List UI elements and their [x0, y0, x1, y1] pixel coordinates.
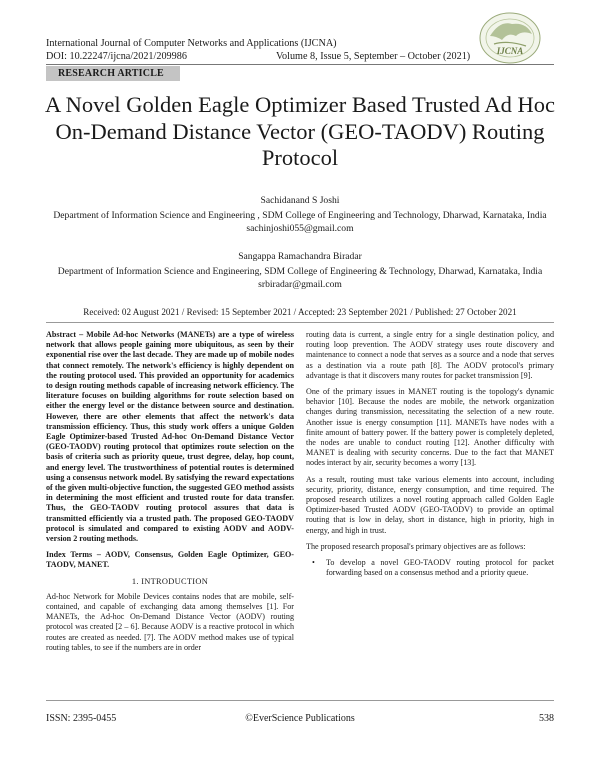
abstract: Abstract – Mobile Ad-hoc Networks (MANETs) are a type of wireless network that allows people gaining more ubiquitous, as seen by their exponential rise over the last decade. They are made up of mobile nodes that connect remotely. The network's efficiency is highly dependent on the routing protocol used. This provided an opportunity for academics to design routing methods capable of increasing network efficiency. The literature focuses on building algorithms for route selection based on either the energy level or the distance between source and destination. However, there are other elements that affect the network's data transmission efficiency. Thus, this study work offers a unique Golden Eagle Optimizer-based Trusted Ad-hoc On-Demand Distance Vector (GEO-TAODV) routing protocol that optimizes route selection on the basis of criteria such as priority queue, trust degree, delay, hop count, and energy level. The trustworthiness of potential routes is determined using a consensus network model. By satisfying the reward expectations of the given multi-objective function, the suggested GEO method assists in determining the most efficient and trusted route for data transfer. Thus, the GEO-TAODV routing protocol assures that data is transmitted efficiently via a trusted path. The proposed GEO-TAODV protocol is simulated and compared to existing AODV and AODV-version 2 routing methods.	[46, 330, 294, 544]
body-paragraph: As a result, routing must take various elements into account, including security, priority, distance, energy consumption, and time required. The proposed research utilizes a novel routing approach called Golden Eagle Optimizer-based Trusted AODV (GEO-TAODV) to provide an optimal routing that is low in delay, short in distance, high in priority, high in energy, and high in trust.	[306, 474, 554, 535]
journal-name: International Journal of Computer Networks and Applications (IJCNA)	[46, 38, 337, 49]
page-number: 538	[539, 713, 554, 724]
footer-rule	[46, 700, 554, 701]
body-paragraph: One of the primary issues in MANET routing is the topology's dynamic behavior [10]. Because the nodes are mobile, the network organization changes during transmission, necessitating the selection of a new route. Another issue is energy consumption [11]. MANETs have nodes with a finite amount of battery power. If the battery power is completely depleted, the nodes are unable to conduct routing [12]. Another difficulty with MANET is dealing with security concerns. Due to the fact that MANET nodes interact by air, security becomes a worry [13].	[306, 387, 554, 468]
left-column	[46, 330, 294, 659]
author-affiliation: Department of Information Science and Engineering, SDM College of Engineering & Technology, Dharwad, Karnataka, India	[57, 266, 543, 278]
doi-line	[46, 51, 471, 62]
objective-item	[306, 558, 554, 578]
author-affiliation: Department of Information Science and Engineering , SDM College of Engineering and Technology, Dharwad, Karnataka, India	[53, 210, 547, 222]
header-rule	[46, 64, 554, 65]
bullet-icon: •	[312, 558, 315, 568]
author-name: Sangappa Ramachandra Biradar	[238, 251, 362, 262]
author-name: Sachidanand S Joshi	[260, 195, 340, 206]
body-paragraph: routing data is current, a single entry for a single destination policy, and routing loop prevention. The AODV strategy uses route discovery and maintenance to connect a node that serves as a source and a node that serves as a destination via a route path [8]. The AODV protocol's primary advantage is that it discovers many routes for packet transmission [9].	[306, 330, 554, 380]
author-email: sachinjoshi055@gmail.com	[246, 222, 354, 234]
paper-title: A Novel Golden Eagle Optimizer Based Trusted Ad Hoc On-Demand Distance Vector (GEO-TAODV) Routing Protocol	[45, 92, 555, 170]
dates-rule	[46, 322, 554, 323]
article-type-badge: RESEARCH ARTICLE	[46, 66, 180, 81]
author-1	[40, 195, 560, 235]
author-2	[40, 251, 560, 291]
intro-paragraph: Ad-hoc Network for Mobile Devices contains nodes that are mobile, self-contained, and capable of exchanging data among themselves [1]. For MANETs, the Ad-hoc On-Demand Distance Vector (AODV) routing protocol was created [2 – 6]. Because AODV is a reactive protocol in which routes are created as needed. [7]. The AODV method makes use of typical routing tables, to see if the numbers are in order	[46, 591, 294, 652]
index-terms: Index Terms – AODV, Consensus, Golden Eagle Optimizer, GEO-TAODV, MANET.	[46, 550, 294, 570]
journal-logo	[478, 10, 542, 66]
publication-dates: Received: 02 August 2021 / Revised: 15 September 2021 / Accepted: 23 September 2021 / Published: 27 October 2021	[83, 307, 517, 317]
doi: DOI: 10.22247/ijcna/2021/209986	[46, 51, 187, 62]
svg-text:IJCNA: IJCNA	[496, 46, 524, 56]
right-column	[306, 330, 554, 578]
author-email: srbiradar@gmail.com	[258, 278, 342, 290]
objective-text: To develop a novel GEO-TAODV routing protocol for packet forwarding based on a consensus method and a priority queue.	[326, 558, 554, 578]
volume-info: Volume 8, Issue 5, September – October (2021)	[276, 51, 471, 62]
body-paragraph: The proposed research proposal's primary objectives are as follows:	[306, 541, 526, 551]
publisher: ©EverScience Publications	[245, 713, 355, 724]
issn: ISSN: 2395-0455	[46, 713, 117, 724]
section-heading: 1. INTRODUCTION	[131, 576, 209, 586]
